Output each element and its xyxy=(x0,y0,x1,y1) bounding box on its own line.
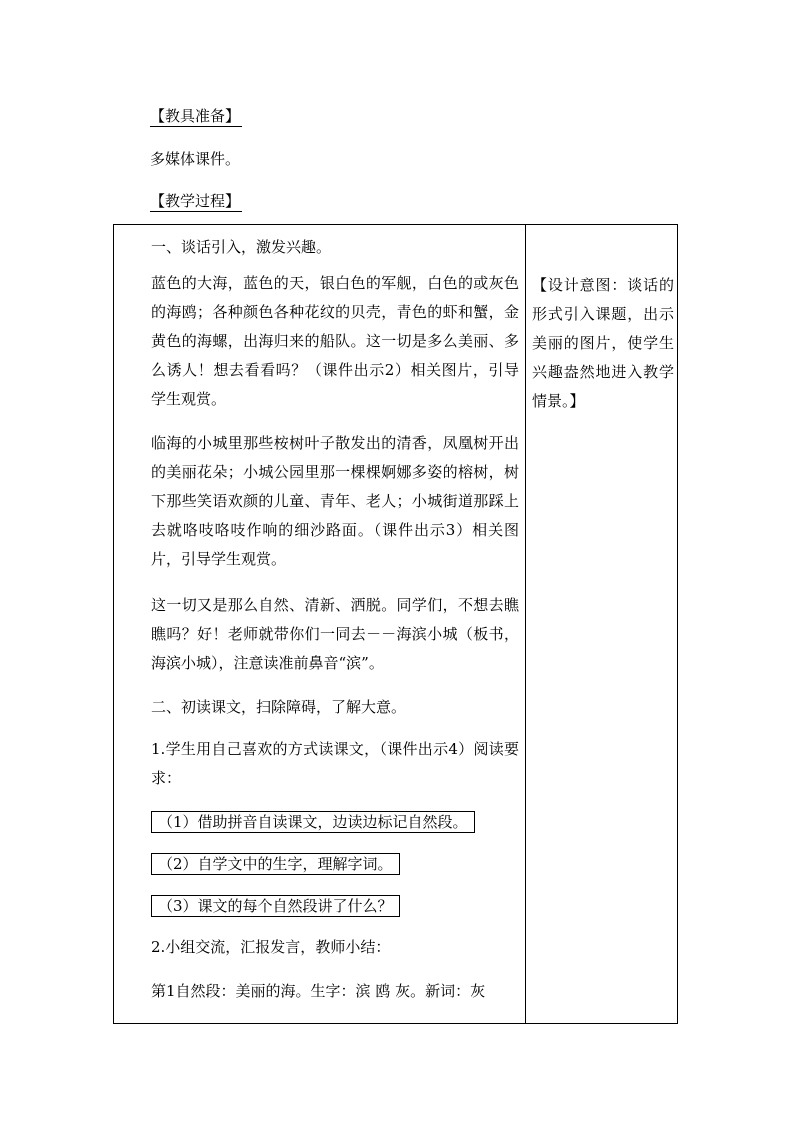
group-discussion: 2.小组交流，汇报发言，教师小结： xyxy=(151,938,391,956)
requirement-box-3: （3）课文的每个自然段讲了什么？ xyxy=(151,895,400,917)
paragraph-invite: 这一切又是那么自然、清新、洒脱。同学们，不想去瞧瞧吗？好！老师就带你们一同去－－海滨小城（板书，海滨小城），注意读准前鼻音“滨”。 xyxy=(151,596,519,672)
requirement-box-2: （2）自学文中的生字，理解字词。 xyxy=(151,853,400,875)
column-divider xyxy=(525,225,526,1023)
equipment-heading: 【教具准备】 xyxy=(150,107,241,125)
process-heading: 【教学过程】 xyxy=(150,192,241,210)
reading-instruction: 1.学生用自己喜欢的方式读课文，（课件出示4）阅读要求： xyxy=(151,740,519,787)
section-intro-title: 一、谈话引入，激发兴趣。 xyxy=(151,238,332,256)
lesson-table xyxy=(113,224,678,1024)
paragraph-city: 临海的小城里那些桉树叶子散发出的清香，凤凰树开出的美丽花朵；小城公园里那一棵棵婀娜多姿的榕树，树下那些笑语欢颜的儿童、青年、老人；小城街道那踩上去就咯吱咯吱作响的细沙路面。（课件出示3）相关图片，引导学生观赏。 xyxy=(151,434,519,568)
paragraph-one-summary: 第1自然段：美丽的海。生字：滨 鸥 灰。新词：灰 xyxy=(151,982,486,1000)
design-intent-note: 【设计意图：谈话的形式引入课题，出示美丽的图片，使学生兴趣盎然地进入教学情景。】 xyxy=(532,276,674,410)
section-reading-title: 二、初读课文，扫除障碍，了解大意。 xyxy=(151,698,407,716)
paragraph-sea: 蓝色的大海，蓝色的天，银白色的军舰，白色的或灰色的海鸥；各种颜色各种花纹的贝壳，青色的虾和蟹，金黄色的海螺，出海归来的船队。这一切是多么美丽、多么诱人！想去看看吗？（课件出示2）相关图片，引导学生观赏。 xyxy=(151,274,519,408)
equipment-text: 多媒体课件。 xyxy=(150,150,241,168)
requirement-box-1: （1）借助拼音自读课文，边读边标记自然段。 xyxy=(151,811,475,833)
